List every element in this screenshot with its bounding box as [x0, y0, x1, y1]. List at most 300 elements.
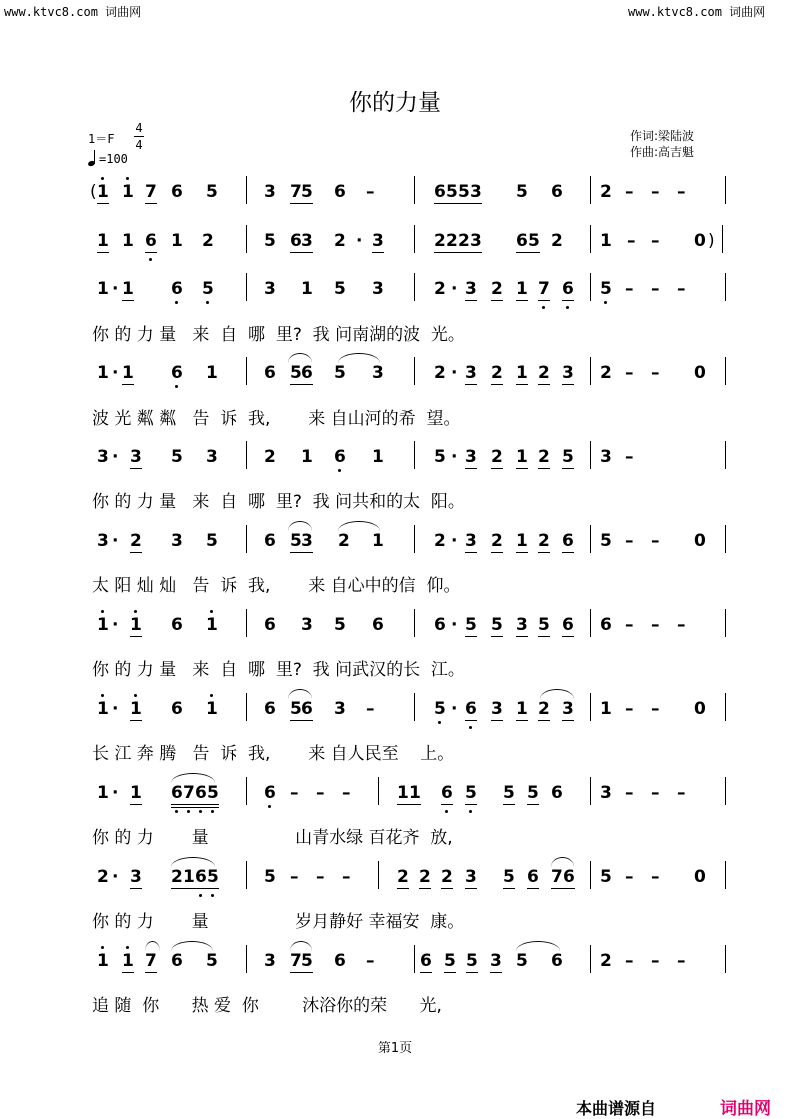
- dot-mark: ·: [112, 699, 119, 719]
- barline: [378, 861, 379, 889]
- note-digit: 5: [264, 231, 276, 251]
- note-digit: 6: [171, 182, 183, 202]
- time-signature: [134, 121, 144, 152]
- note-digit: 5: [171, 447, 183, 467]
- dash-mark: –: [651, 279, 660, 299]
- barline: [414, 441, 415, 469]
- key-signature: 1＝F: [88, 132, 115, 146]
- note-digit: 6: [171, 783, 183, 803]
- quarter-note-icon: [88, 150, 98, 166]
- note-digit: 5: [527, 783, 539, 803]
- barline: [590, 176, 591, 204]
- barline: [590, 357, 591, 385]
- note-digit: 3: [264, 951, 276, 971]
- note-digit: 5: [600, 867, 612, 887]
- note-digit: 6: [434, 182, 446, 202]
- note-digit: 6: [301, 363, 313, 383]
- note-digit: 2: [338, 531, 350, 551]
- barline: [414, 945, 415, 973]
- note-digit: 2: [434, 531, 446, 551]
- note-digit: 3: [465, 363, 477, 383]
- note-digit: 1: [122, 182, 134, 202]
- note-digit: 2: [264, 447, 276, 467]
- note-digit: 5: [202, 279, 214, 299]
- note-digit: 3: [97, 447, 109, 467]
- dash-mark: –: [366, 699, 375, 719]
- note-digit: 5: [466, 951, 478, 971]
- note-digit: 5: [491, 615, 503, 635]
- note-digit: 2: [491, 363, 503, 383]
- barline: [722, 225, 723, 253]
- slur-mark: [171, 941, 213, 951]
- time-signature-top: 4: [135, 121, 143, 135]
- note-digit: 1: [301, 447, 313, 467]
- note-digit: 2: [434, 363, 446, 383]
- note-digit: 3: [490, 951, 502, 971]
- note-digit: 6: [171, 951, 183, 971]
- tempo-value: =100: [99, 152, 128, 166]
- barline: [725, 525, 726, 553]
- note-digit: 3: [562, 363, 574, 383]
- dash-mark: –: [342, 783, 351, 803]
- notation-row: [0, 182, 790, 224]
- note-digit: 5: [503, 867, 515, 887]
- note-digit: 0: [694, 531, 706, 551]
- note-digit: 3: [171, 531, 183, 551]
- note-digit: 3: [600, 783, 612, 803]
- note-digit: 2: [202, 231, 214, 251]
- barline: [725, 861, 726, 889]
- barline: [414, 609, 415, 637]
- note-digit: 2: [130, 531, 142, 551]
- barline: [725, 945, 726, 973]
- dot-mark: ·: [451, 531, 458, 551]
- note-digit: 6: [264, 363, 276, 383]
- note-digit: 5: [334, 363, 346, 383]
- note-digit: 6: [551, 951, 563, 971]
- note-digit: 5: [334, 279, 346, 299]
- note-digit: 5: [290, 363, 302, 383]
- note-digit: 6: [563, 867, 575, 887]
- barline: [246, 609, 247, 637]
- note-digit: 5: [206, 182, 218, 202]
- note-digit: 1: [122, 363, 134, 383]
- barline: [246, 176, 247, 204]
- note-digit: 5: [206, 531, 218, 551]
- note-digit: 3: [334, 699, 346, 719]
- dash-mark: –: [651, 783, 660, 803]
- note-digit: 3: [130, 447, 142, 467]
- note-digit: 6: [551, 182, 563, 202]
- dash-mark: –: [651, 951, 660, 971]
- note-digit: 2: [334, 231, 346, 251]
- dash-mark: –: [625, 531, 634, 551]
- note-digit: 6: [465, 699, 477, 719]
- note-digit: 6: [434, 615, 446, 635]
- note-digit: 6: [551, 783, 563, 803]
- dot-mark: ·: [451, 699, 458, 719]
- dash-mark: –: [651, 615, 660, 635]
- lyricist-credit: 作词:梁陆波: [630, 129, 695, 143]
- note-digit: 1: [600, 699, 612, 719]
- note-digit: 2: [419, 867, 431, 887]
- barline: [414, 693, 415, 721]
- note-digit: 2: [538, 363, 550, 383]
- note-digit: 1: [301, 279, 313, 299]
- note-digit: 6: [334, 182, 346, 202]
- note-digit: 6: [600, 615, 612, 635]
- note-digit: 5: [562, 447, 574, 467]
- dot-mark: ·: [112, 615, 119, 635]
- dot-mark: ·: [451, 363, 458, 383]
- dot-mark: ·: [112, 531, 119, 551]
- dash-mark: –: [625, 363, 634, 383]
- note-digit: 2: [491, 531, 503, 551]
- note-digit: 6: [195, 783, 207, 803]
- watermark-left: www.ktvc8.com 词曲网: [4, 5, 142, 19]
- note-digit: 1: [171, 231, 183, 251]
- barline: [414, 176, 415, 204]
- dash-mark: –: [651, 363, 660, 383]
- barline: [246, 693, 247, 721]
- note-digit: 2: [458, 231, 470, 251]
- note-digit: 7: [538, 279, 550, 299]
- barline: [725, 441, 726, 469]
- note-digit: 5: [516, 951, 528, 971]
- note-digit: 3: [465, 867, 477, 887]
- barline: [246, 357, 247, 385]
- barline: [590, 441, 591, 469]
- note-digit: 3: [470, 231, 482, 251]
- barline: [725, 357, 726, 385]
- note-digit: 1: [97, 699, 109, 719]
- note-digit: 2: [491, 447, 503, 467]
- lyric-line-8: 你 的 力 量 岁月静好 幸福安 康。: [92, 912, 465, 932]
- score-title: 你的力量: [349, 90, 441, 116]
- dot-mark: ·: [112, 279, 119, 299]
- note-digit: 5: [434, 447, 446, 467]
- note-digit: 5: [516, 182, 528, 202]
- barline: [590, 609, 591, 637]
- note-digit: 1: [206, 615, 218, 635]
- note-digit: 2: [538, 699, 550, 719]
- note-digit: 3: [516, 615, 528, 635]
- dash-mark: –: [625, 699, 634, 719]
- notation-row: [0, 867, 790, 909]
- note-digit: 2: [397, 867, 409, 887]
- dash-mark: –: [625, 182, 634, 202]
- dash-mark: –: [677, 182, 686, 202]
- note-digit: 1: [516, 363, 528, 383]
- note-digit: 1: [516, 699, 528, 719]
- note-digit: 5: [465, 783, 477, 803]
- note-digit: 6: [171, 699, 183, 719]
- note-digit: 5: [290, 531, 302, 551]
- note-digit: 7: [145, 951, 157, 971]
- dash-mark: –: [625, 951, 634, 971]
- note-digit: 1: [130, 783, 142, 803]
- page-number: 第1页: [377, 1041, 413, 1056]
- dash-mark: –: [651, 699, 660, 719]
- note-digit: 1: [600, 231, 612, 251]
- dash-mark: –: [625, 279, 634, 299]
- barline: [246, 441, 247, 469]
- barline: [414, 357, 415, 385]
- dash-mark: –: [651, 182, 660, 202]
- note-digit: 3: [264, 279, 276, 299]
- note-digit: 7: [290, 182, 302, 202]
- dash-mark: –: [677, 279, 686, 299]
- note-digit: 5: [600, 279, 612, 299]
- dash-mark: –: [677, 951, 686, 971]
- note-digit: 1: [97, 615, 109, 635]
- note-digit: 2: [434, 231, 446, 251]
- barline: [725, 609, 726, 637]
- notation-row: [0, 615, 790, 657]
- repeat-paren: ): [708, 231, 715, 251]
- credits: [630, 128, 694, 160]
- slur-mark: [338, 353, 380, 363]
- note-digit: 7: [290, 951, 302, 971]
- note-digit: 6: [195, 867, 207, 887]
- note-digit: 2: [97, 867, 109, 887]
- note-digit: 0: [694, 363, 706, 383]
- slur-mark: [288, 689, 312, 699]
- note-digit: 1: [516, 531, 528, 551]
- watermark-right: www.ktvc8.com 词曲网: [628, 5, 766, 19]
- dash-mark: –: [625, 615, 634, 635]
- dash-mark: –: [677, 615, 686, 635]
- note-digit: 1: [97, 182, 109, 202]
- note-digit: 7: [183, 783, 195, 803]
- dash-mark: –: [316, 867, 325, 887]
- dash-mark: –: [651, 231, 660, 251]
- note-digit: 6: [264, 615, 276, 635]
- notation-row: [0, 231, 790, 273]
- note-digit: 1: [130, 699, 142, 719]
- note-digit: 3: [301, 615, 313, 635]
- lyric-line-7: 你 的 力 量 山青水绿 百花齐 放,: [92, 828, 453, 848]
- notation-row: [0, 363, 790, 405]
- tempo-marking: [88, 150, 128, 166]
- lyric-line-3: 你 的 力 量 来 自 哪 里? 我 问共和的太 阳。: [92, 492, 465, 512]
- note-digit: 5: [301, 182, 313, 202]
- note-digit: 3: [301, 531, 313, 551]
- notation-row: [0, 279, 790, 321]
- slur-mark: [551, 857, 574, 867]
- slur-mark: [171, 857, 215, 867]
- barline: [414, 225, 415, 253]
- note-digit: 3: [372, 279, 384, 299]
- note-digit: 5: [465, 615, 477, 635]
- barline: [725, 693, 726, 721]
- note-digit: 6: [171, 615, 183, 635]
- dot-mark: ·: [451, 615, 458, 635]
- note-digit: 2: [600, 363, 612, 383]
- note-digit: 5: [334, 615, 346, 635]
- note-digit: 6: [264, 699, 276, 719]
- note-digit: 1: [97, 279, 109, 299]
- dash-mark: –: [625, 867, 634, 887]
- note-digit: 1: [206, 363, 218, 383]
- note-digit: 3: [264, 182, 276, 202]
- note-digit: 5: [206, 951, 218, 971]
- slur-mark: [145, 941, 160, 951]
- note-digit: 2: [551, 231, 563, 251]
- dot-mark: ·: [451, 447, 458, 467]
- note-digit: 6: [334, 447, 346, 467]
- site-logo: 词曲网: [720, 1099, 771, 1119]
- note-digit: 2: [491, 279, 503, 299]
- note-digit: 0: [694, 231, 706, 251]
- note-digit: 1: [372, 531, 384, 551]
- barline: [414, 525, 415, 553]
- dash-mark: –: [677, 783, 686, 803]
- slur-mark: [516, 941, 560, 951]
- note-digit: 6: [441, 783, 453, 803]
- dot-mark: ·: [112, 867, 119, 887]
- dash-mark: –: [625, 783, 634, 803]
- note-digit: 3: [465, 447, 477, 467]
- barline: [590, 861, 591, 889]
- note-digit: 5: [503, 783, 515, 803]
- note-digit: 0: [694, 699, 706, 719]
- slur-mark: [290, 941, 312, 951]
- note-digit: 5: [458, 182, 470, 202]
- dash-mark: –: [342, 867, 351, 887]
- lyric-line-2: 波 光 粼 粼 告 诉 我, 来 自山河的希 望。: [92, 409, 461, 429]
- note-digit: 1: [122, 279, 134, 299]
- note-digit: 3: [372, 363, 384, 383]
- time-signature-bottom: 4: [135, 138, 143, 152]
- note-digit: 6: [171, 363, 183, 383]
- note-digit: 1: [122, 951, 134, 971]
- note-digit: 3: [600, 447, 612, 467]
- lyric-line-6: 长 江 奔 腾 告 诉 我, 来 自人民至 上。: [92, 744, 455, 764]
- dash-mark: –: [625, 447, 634, 467]
- note-digit: 6: [516, 231, 528, 251]
- barline: [246, 945, 247, 973]
- barline: [590, 945, 591, 973]
- note-digit: 2: [600, 951, 612, 971]
- note-digit: 1: [183, 867, 195, 887]
- note-digit: 3: [470, 182, 482, 202]
- note-digit: 5: [207, 783, 219, 803]
- barline: [725, 273, 726, 301]
- notation-row: [0, 447, 790, 489]
- lyric-line-9: 追 随 你 热 爱 你 沐浴你的荣 光,: [92, 996, 442, 1016]
- dash-mark: –: [366, 951, 375, 971]
- lyric-line-1: 你 的 力 量 来 自 哪 里? 我 问南湖的波 光。: [92, 325, 465, 345]
- note-digit: 5: [444, 951, 456, 971]
- barline: [246, 225, 247, 253]
- note-digit: 6: [171, 279, 183, 299]
- note-digit: 6: [420, 951, 432, 971]
- barline: [590, 525, 591, 553]
- slur-mark: [338, 521, 380, 531]
- notation-row: [0, 531, 790, 573]
- barline: [590, 225, 591, 253]
- note-digit: 3: [465, 279, 477, 299]
- note-digit: 6: [372, 615, 384, 635]
- note-digit: 2: [600, 182, 612, 202]
- note-digit: 5: [434, 699, 446, 719]
- lyric-line-5: 你 的 力 量 来 自 哪 里? 我 问武汉的长 江。: [92, 660, 465, 680]
- note-digit: 3: [97, 531, 109, 551]
- note-digit: 3: [206, 447, 218, 467]
- note-digit: 1: [372, 447, 384, 467]
- note-digit: 1: [409, 783, 421, 803]
- note-digit: 2: [434, 279, 446, 299]
- dot-mark: ·: [112, 363, 119, 383]
- dash-mark: –: [316, 783, 325, 803]
- dash-mark: –: [290, 867, 299, 887]
- dash-mark: –: [651, 867, 660, 887]
- note-digit: 1: [122, 231, 134, 251]
- note-digit: 5: [528, 231, 540, 251]
- dot-mark: ·: [112, 783, 119, 803]
- note-digit: 1: [516, 279, 528, 299]
- slur-mark: [288, 353, 312, 363]
- note-digit: 1: [97, 783, 109, 803]
- barline: [414, 273, 415, 301]
- note-digit: 1: [397, 783, 409, 803]
- note-digit: 3: [465, 531, 477, 551]
- note-digit: 6: [527, 867, 539, 887]
- note-digit: 3: [301, 231, 313, 251]
- note-digit: 5: [600, 531, 612, 551]
- note-digit: 3: [562, 699, 574, 719]
- note-digit: 6: [562, 279, 574, 299]
- slur-mark: [540, 689, 574, 699]
- barline: [725, 176, 726, 204]
- dash-mark: –: [627, 231, 636, 251]
- barline: [246, 777, 247, 805]
- note-digit: 3: [130, 867, 142, 887]
- note-digit: 6: [264, 531, 276, 551]
- note-digit: 6: [301, 699, 313, 719]
- slur-mark: [171, 773, 215, 783]
- barline: [378, 777, 379, 805]
- dot-mark: ·: [356, 231, 363, 251]
- note-digit: 7: [551, 867, 563, 887]
- note-digit: 2: [171, 867, 183, 887]
- note-digit: 6: [562, 615, 574, 635]
- note-digit: 3: [491, 699, 503, 719]
- note-digit: 7: [145, 182, 157, 202]
- note-digit: 5: [446, 182, 458, 202]
- note-digit: 3: [372, 231, 384, 251]
- notation-row: [0, 699, 790, 741]
- note-digit: 1: [97, 231, 109, 251]
- note-digit: 2: [538, 531, 550, 551]
- lyric-line-4: 太 阳 灿 灿 告 诉 我, 来 自心中的信 仰。: [92, 576, 461, 596]
- barline: [590, 777, 591, 805]
- dash-mark: –: [290, 783, 299, 803]
- dash-mark: –: [366, 182, 375, 202]
- barline: [246, 273, 247, 301]
- dot-mark: ·: [112, 447, 119, 467]
- note-digit: 1: [97, 951, 109, 971]
- note-digit: 5: [207, 867, 219, 887]
- barline: [590, 693, 591, 721]
- dot-mark: ·: [451, 279, 458, 299]
- note-digit: 6: [562, 531, 574, 551]
- slur-mark: [288, 521, 312, 531]
- note-digit: 1: [206, 699, 218, 719]
- note-digit: 2: [446, 231, 458, 251]
- note-digit: 1: [130, 615, 142, 635]
